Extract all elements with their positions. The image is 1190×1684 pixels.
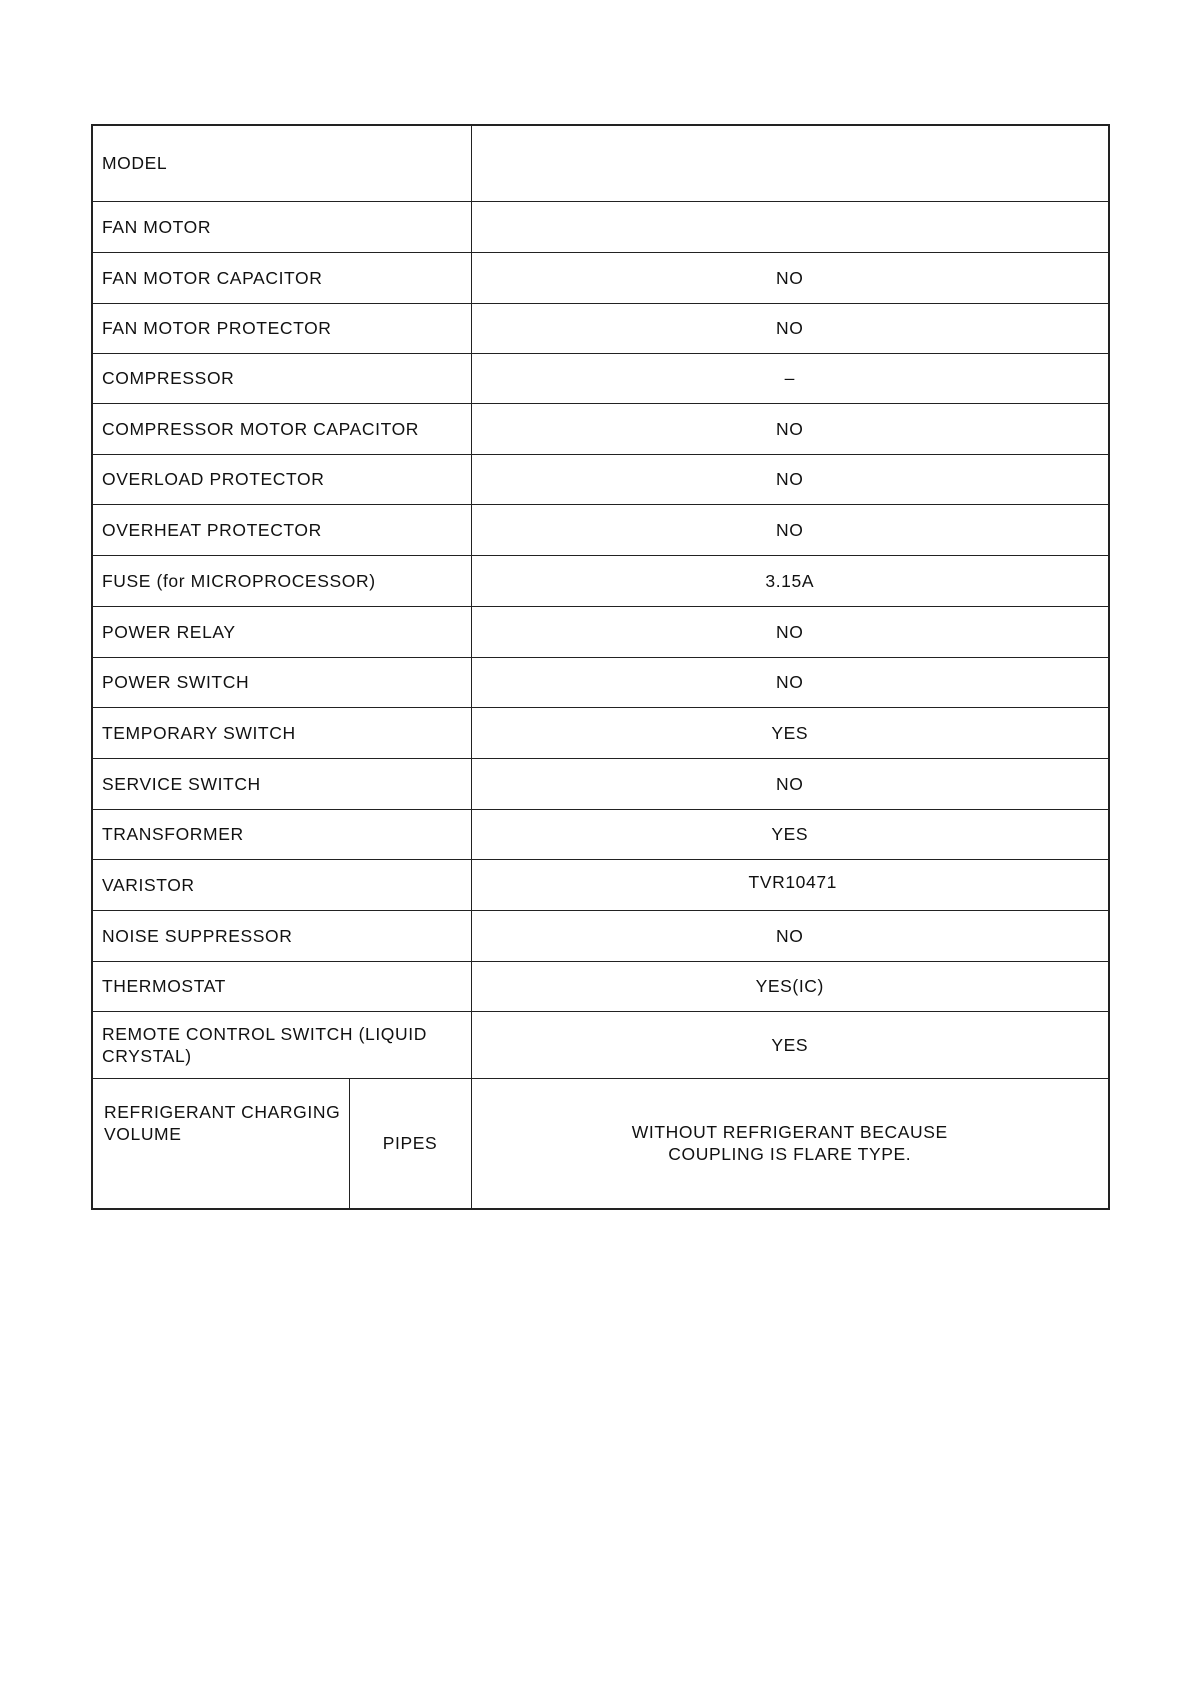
row-label: SERVICE SWITCH [92, 758, 471, 809]
table-row-model [92, 125, 1109, 201]
table-row-temporary-switch [92, 707, 1109, 758]
table-row-power-relay [92, 606, 1109, 657]
row-value-cell [471, 859, 1109, 910]
row-value: NO [471, 504, 1109, 555]
row-value: 3.15A [471, 555, 1109, 606]
row-value: WITHOUT REFRIGERANT BECAUSE COUPLING IS FLARE TYPE. [471, 1078, 1109, 1209]
table-row-service-switch [92, 758, 1109, 809]
row-value: NO [471, 454, 1109, 504]
row-value: NO [471, 303, 1109, 353]
table-row-fuse [92, 555, 1109, 606]
table-row-refrigerant [92, 1078, 1109, 1209]
table-row-fan-motor [92, 201, 1109, 252]
table-row-power-switch [92, 657, 1109, 707]
table-row-varistor [92, 859, 1109, 910]
row-label: REMOTE CONTROL SWITCH (LIQUID CRYSTAL) [92, 1011, 471, 1078]
row-value [471, 201, 1109, 252]
table-row-compressor [92, 353, 1109, 403]
row-label: VARISTOR [92, 859, 471, 910]
row-sub-label: PIPES [349, 1078, 471, 1209]
row-label: TEMPORARY SWITCH [92, 707, 471, 758]
row-label: POWER SWITCH [92, 657, 471, 707]
table-row-noise-suppressor [92, 910, 1109, 961]
row-value [471, 125, 1109, 201]
row-label: POWER RELAY [92, 606, 471, 657]
table-row-thermostat [92, 961, 1109, 1011]
row-value: YES [471, 707, 1109, 758]
row-label: FUSE (for MICROPROCESSOR) [92, 555, 471, 606]
row-label: MODEL [92, 125, 471, 201]
row-value: NO [471, 657, 1109, 707]
row-label: COMPRESSOR [92, 353, 471, 403]
row-label: FAN MOTOR PROTECTOR [92, 303, 471, 353]
row-label: NOISE SUPPRESSOR [92, 910, 471, 961]
table-row-fan-motor-protector [92, 303, 1109, 353]
row-label: OVERHEAT PROTECTOR [92, 504, 471, 555]
row-value: NO [471, 606, 1109, 657]
row-label: FAN MOTOR CAPACITOR [92, 252, 471, 303]
row-value: NO [471, 252, 1109, 303]
row-value: NO [471, 758, 1109, 809]
row-label: COMPRESSOR MOTOR CAPACITOR [92, 403, 471, 454]
row-value: YES [471, 809, 1109, 859]
row-label: REFRIGERANT CHARGING VOLUME [92, 1078, 349, 1209]
table-row-overheat-protector [92, 504, 1109, 555]
row-value: YES [471, 1011, 1109, 1078]
table-row-overload-protector [92, 454, 1109, 504]
table-row-transformer [92, 809, 1109, 859]
table-row-remote-control-switch [92, 1011, 1109, 1078]
row-value: TVR10471 [748, 871, 837, 892]
row-label: FAN MOTOR [92, 201, 471, 252]
row-value: – [471, 353, 1109, 403]
row-label: OVERLOAD PROTECTOR [92, 454, 471, 504]
table-row-compressor-motor-capacitor [92, 403, 1109, 454]
specification-table [91, 124, 1110, 1210]
table-row-fan-motor-capacitor [92, 252, 1109, 303]
row-value: YES(IC) [471, 961, 1109, 1011]
row-label: THERMOSTAT [92, 961, 471, 1011]
row-label: TRANSFORMER [92, 809, 471, 859]
row-value: NO [471, 910, 1109, 961]
row-value: NO [471, 403, 1109, 454]
